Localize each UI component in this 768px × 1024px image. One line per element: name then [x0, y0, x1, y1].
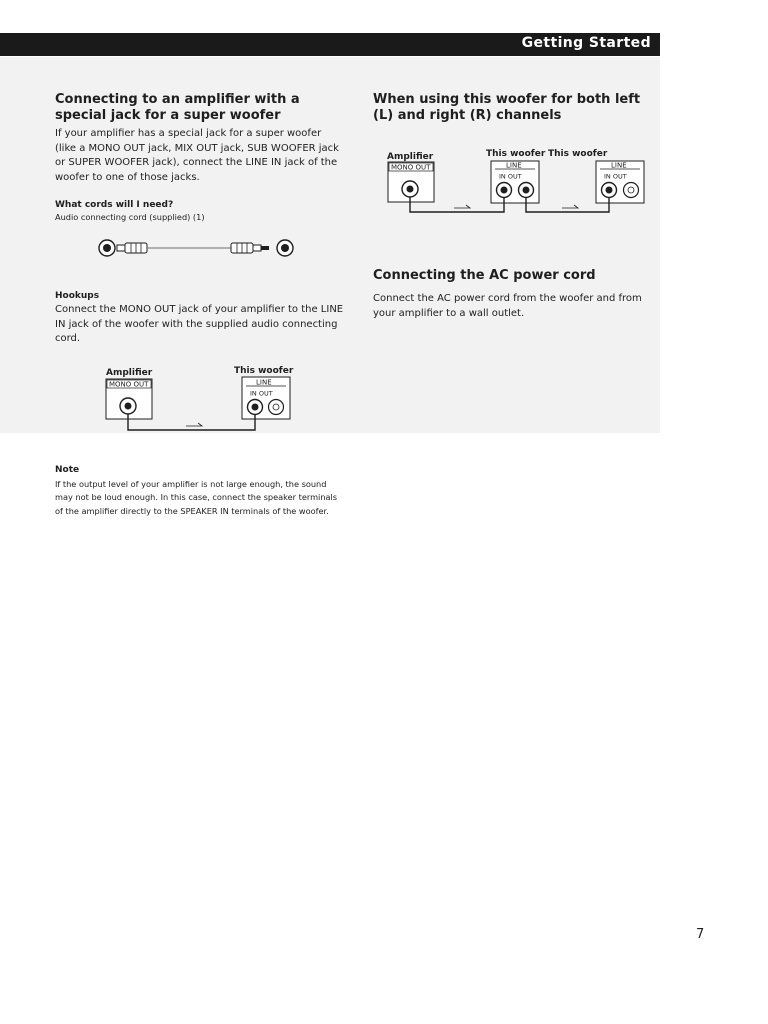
note-text: If the output level of your amplifier is not large enough, the sound may not be loud enough. In this case, connect the speaker terminals of the amplifier directly to the SPEAKER IN terminals of the woofer.: [55, 479, 338, 516]
amplifier-label: Amplifier: [387, 152, 434, 162]
woofer-2-in-out-label: IN OUT: [604, 172, 627, 181]
cords-text: Audio connecting cord (supplied) (1): [55, 212, 205, 222]
woofer-2-line-label: LINE: [611, 161, 627, 170]
woofer-1-label: This woofer: [486, 149, 546, 159]
woofer-1-line-out-jack-icon: [519, 183, 534, 198]
woofer-2-line-out-jack-icon: [624, 183, 639, 198]
hookups-heading: Hookups: [55, 291, 100, 301]
woofer-1-line-in-jack-icon: [497, 183, 512, 198]
signal-direction-arrow-1-icon: [454, 205, 470, 208]
note-heading: Note: [55, 465, 80, 475]
woofer-2-line-in-jack-icon: [602, 183, 617, 198]
rca-plug-left-icon: [99, 240, 147, 256]
line-in-jack-icon: [248, 400, 263, 415]
signal-direction-arrow-icon: [186, 423, 202, 426]
mono-out-jack-icon: [120, 398, 136, 414]
amplifier-connection-intro: If your amplifier has a special jack for a super woofer (like a MONO OUT jack, MIX OUT jack, SUB WOOFER jack or SUPER WOOFER jack), connect the LINE IN jack of the woofer to one of those jacks.: [55, 128, 339, 183]
hookups-section: [55, 290, 345, 347]
line-out-jack-icon: [269, 400, 284, 415]
in-out-label: IN OUT: [250, 389, 273, 398]
page-number: 7: [696, 927, 705, 942]
woofer-label: This woofer: [234, 366, 294, 376]
mono-out-jack-icon: [402, 181, 418, 197]
ac-power-heading: Connecting the AC power cord: [373, 268, 596, 283]
section-header-bar: [0, 33, 660, 56]
left-column: [55, 92, 345, 224]
hookups-text: Connect the MONO OUT jack of your amplifier to the LINE IN jack of the woofer with the supplied audio connecting cord.: [55, 304, 344, 344]
rca-plug-right-icon: [231, 240, 293, 256]
mono-out-jack-label: MONO OUT: [391, 163, 431, 172]
woofer-1-line-label: LINE: [506, 161, 522, 170]
line-jack-label: LINE: [256, 378, 272, 387]
right-column: [373, 92, 663, 124]
section-title: Getting Started: [521, 35, 651, 51]
cords-heading: What cords will I need?: [55, 200, 174, 210]
dual-woofer-connection-diagram: [385, 146, 650, 218]
amplifier-label: Amplifier: [106, 368, 153, 378]
woofer-1-in-out-label: IN OUT: [499, 172, 522, 181]
ac-power-text: Connect the AC power cord from the woofer and from your amplifier to a wall outlet.: [373, 293, 642, 319]
signal-direction-arrow-2-icon: [562, 205, 578, 208]
amplifier-connection-heading: Connecting to an amplifier with a special jack for a super woofer: [55, 92, 300, 123]
audio-cord-illustration: [95, 235, 305, 261]
mono-out-jack-label: MONO OUT: [109, 380, 149, 389]
woofer-2-label: This woofer: [548, 149, 608, 159]
stereo-connection-heading: When using this woofer for both left (L) and right (R) channels: [373, 92, 641, 123]
mono-out-connection-diagram: [100, 362, 300, 434]
